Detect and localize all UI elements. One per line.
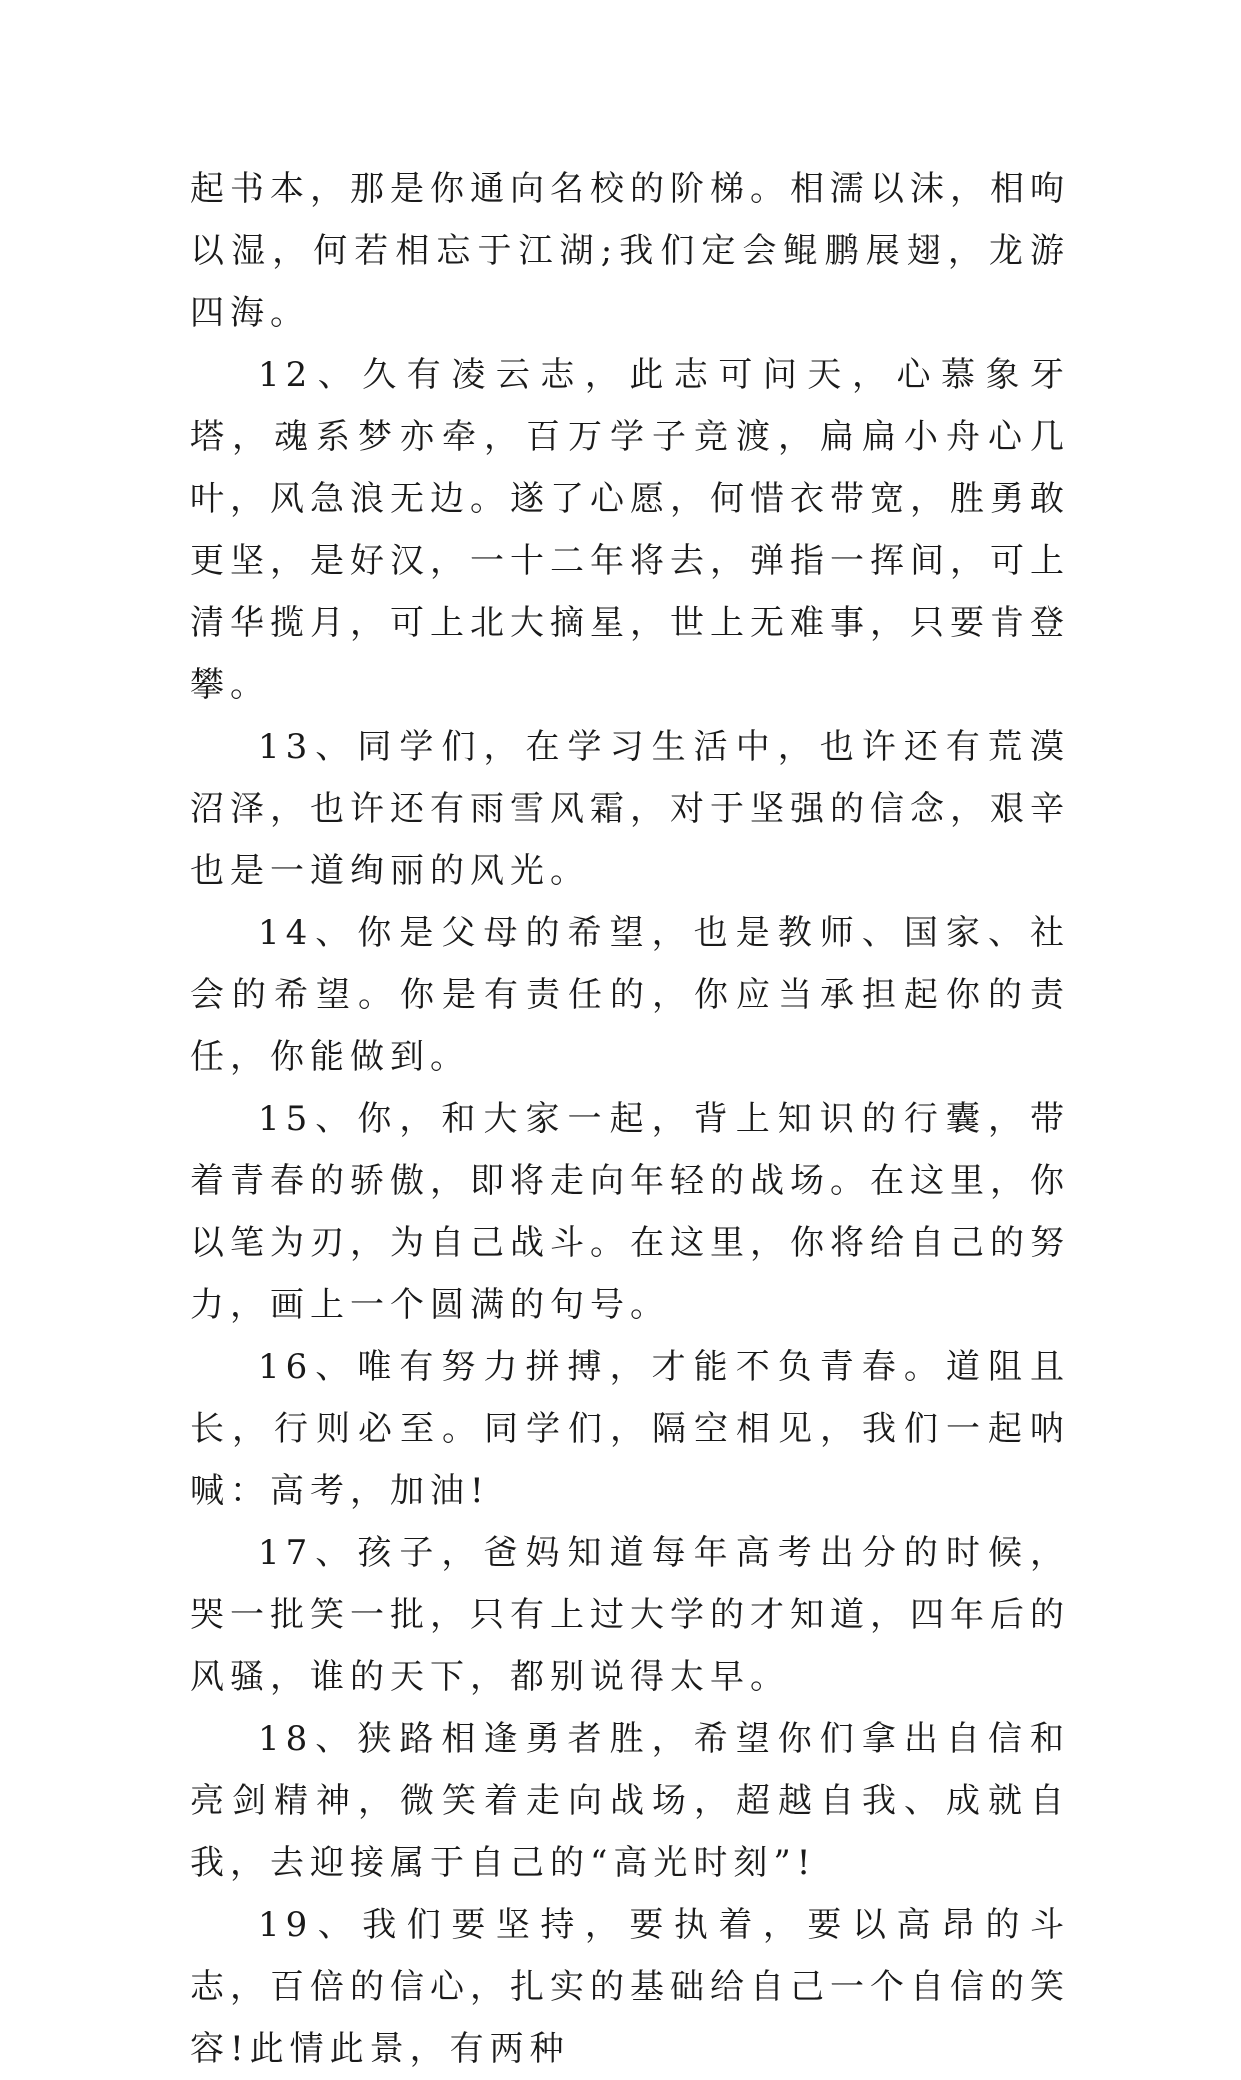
paragraph-16: 16、唯有努力拼搏，才能不负青春。道阻且长，行则必至。同学们，隔空相见，我们一起呐喊：高考，加油!: [190, 1347, 1070, 1511]
paragraph-continued: 起书本，那是你通向名校的阶梯。相濡以沫，相呴以湿，何若相忘于江湖;我们定会鲲鹏展翅，龙游四海。: [190, 169, 1070, 333]
document-body: [190, 158, 1070, 2080]
paragraph-17: 17、孩子，爸妈知道每年高考出分的时候，哭一批笑一批，只有上过大学的才知道，四年后的风骚，谁的天下，都别说得太早。: [190, 1533, 1070, 1697]
paragraph-18: 18、狭路相逢勇者胜，希望你们拿出自信和亮剑精神，微笑着走向战场，超越自我、成就自我，去迎接属于自己的“高光时刻”!: [190, 1719, 1070, 1883]
paragraph-13: 13、同学们，在学习生活中，也许还有荒漠沼泽，也许还有雨雪风霜，对于坚强的信念，艰辛也是一道绚丽的风光。: [190, 727, 1070, 891]
paragraph-19: 19、我们要坚持，要执着，要以高昂的斗志，百倍的信心，扎实的基础给自己一个自信的笑容!此情此景，有两种: [190, 1905, 1070, 2069]
paragraph-15: 15、你，和大家一起，背上知识的行囊，带着青春的骄傲，即将走向年轻的战场。在这里，你以笔为刃，为自己战斗。在这里，你将给自己的努力，画上一个圆满的句号。: [190, 1099, 1070, 1325]
paragraph-12: 12、久有凌云志，此志可问天，心慕象牙塔，魂系梦亦牵，百万学子竞渡，扁扁小舟心几叶，风急浪无边。遂了心愿，何惜衣带宽，胜勇敢更坚，是好汉，一十二年将去，弹指一挥间，可上清华揽月，可上北大摘星，世上无难事，只要肯登攀。: [190, 355, 1070, 705]
paragraph-14: 14、你是父母的希望，也是教师、国家、社会的希望。你是有责任的，你应当承担起你的责任，你能做到。: [190, 913, 1070, 1077]
